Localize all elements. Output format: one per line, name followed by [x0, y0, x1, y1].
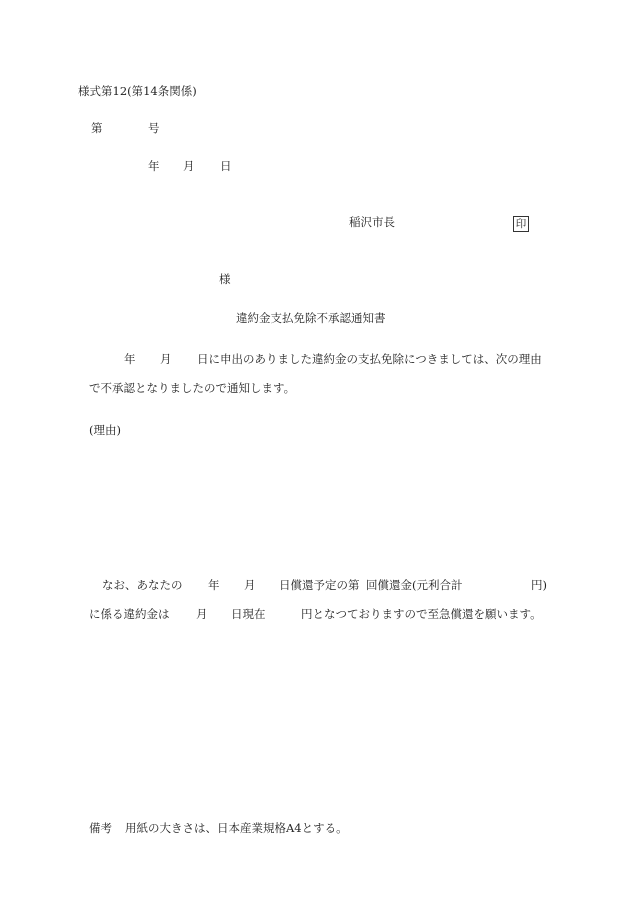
notice-month: 月 [244, 578, 256, 592]
date-month: 月 [183, 159, 195, 173]
number-prefix: 第 [91, 121, 103, 135]
notice-mid: 日償還予定の第 [279, 578, 360, 592]
reason-heading: (理由) [89, 423, 121, 437]
number-suffix: 号 [148, 121, 160, 135]
notice-year: 年 [208, 578, 220, 592]
remarks-label: 備考 [89, 821, 112, 835]
form-label: 様式第12(第14条関係) [78, 84, 197, 98]
body-month: 月 [160, 352, 172, 366]
notice-mid2: 回償還金(元利合計 [366, 578, 463, 592]
document-title: 違約金支払免除不承認通知書 [236, 311, 386, 325]
date-day: 日 [220, 159, 232, 173]
notice-line2-mid: 日現在 [231, 607, 266, 621]
notice-end: 円) [531, 578, 547, 592]
issuer-title: 稲沢市長 [349, 215, 395, 229]
body-text-2: で不承認となりましたので通知します。 [89, 381, 296, 395]
addressee-honorific: 様 [219, 272, 231, 286]
notice-line2-end: 円となつておりますので至急償還を願います。 [301, 607, 542, 621]
notice-line2-month: 月 [196, 607, 208, 621]
seal-mark: 印 [513, 216, 529, 232]
remarks-text: 用紙の大きさは、日本産業規格A4とする。 [125, 821, 348, 835]
notice-start: なお、あなたの [102, 578, 183, 592]
body-year: 年 [124, 352, 136, 366]
date-year: 年 [148, 159, 160, 173]
body-text-1: 日に申出のありました違約金の支払免除につきましては、次の理由 [197, 352, 542, 366]
notice-line2-start: に係る違約金は [89, 607, 170, 621]
